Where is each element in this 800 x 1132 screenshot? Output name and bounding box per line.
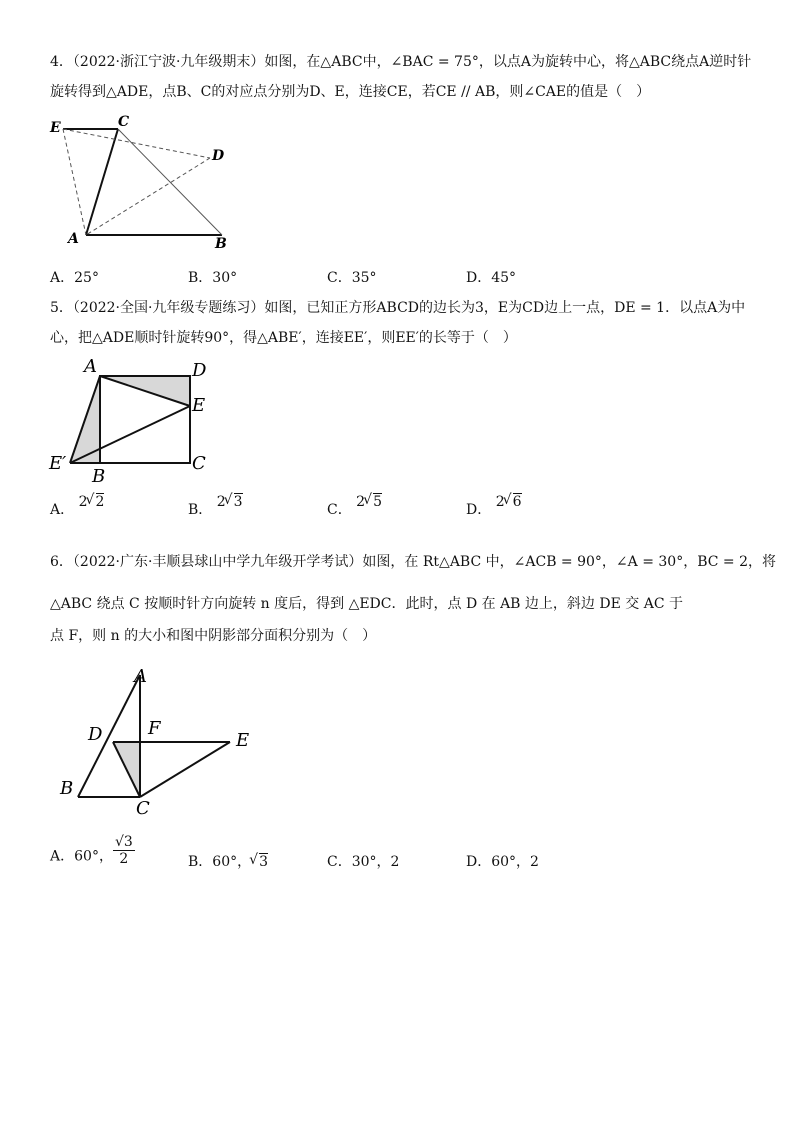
q4-figure (40, 112, 260, 252)
q5-option-a[interactable]: A． 2√ 2 (50, 500, 104, 520)
q6-label-F: F (148, 718, 161, 739)
q4-stem-line1: 4．（2022·浙江宁波·九年级期末）如图，在△ABC中，∠BAC = 75°，以点A为旋转中心，将△ABC绕点A逆时针 (50, 54, 752, 70)
q4-stem-line2: 旋转得到△ADE，点B、C的对应点分别为D、E，连接CE，若CE // AB，则∠CAE的值是（ ） (50, 84, 651, 100)
q5-label-D: D (192, 360, 207, 381)
q6-stem-line1: 6．（2022·广东·丰顺县球山中学九年级开学考试）如图，在 Rt△ABC 中，∠ACB = 90°，∠A = 30°，BC = 2，将 (50, 554, 777, 570)
q5-stem-line2: 心，把△ADE顺时针旋转90°，得△ABE′，连接EE′，则EE′的长等于（ ） (50, 330, 517, 346)
q5-option-c[interactable]: C． 2√ 5 (327, 500, 382, 520)
q5-stem-line1: 5．（2022·全国·九年级专题练习）如图，已知正方形ABCD的边长为3，E为CD边上一点，DE = 1．以点A为中 (50, 300, 746, 316)
q6-label-D: D (88, 724, 103, 745)
q6-label-E: E (236, 730, 250, 751)
q4-label-B: B (215, 236, 227, 252)
q4-label-C: C (118, 114, 130, 130)
q6-option-b[interactable]: B．60°，√ 3 (188, 852, 268, 872)
q5-label-C: C (192, 453, 206, 474)
q4-option-c[interactable]: C．35° (327, 270, 377, 286)
q4-label-D: D (212, 148, 225, 164)
q5-option-b[interactable]: B． 2√ 3 (188, 500, 243, 520)
q6-segment-EC (140, 742, 230, 797)
q6-stem-line2: △ABC 绕点 C 按顺时针方向旋转 n 度后，得到 △EDC．此时，点 D 在 AB 边上，斜边 DE 交 AC 于 (50, 596, 683, 612)
q4-segment-DA (86, 158, 210, 235)
q5-figure (40, 354, 220, 484)
q4-segment-CB (118, 129, 222, 235)
q4-option-b[interactable]: B．30° (188, 270, 238, 286)
q6-label-C: C (136, 798, 150, 819)
q5-label-A: A (84, 356, 97, 377)
q5-label-E: E (192, 395, 206, 416)
q4-option-d[interactable]: D．45° (466, 270, 517, 286)
q4-segment-ED (63, 129, 210, 158)
q4-label-E: E (50, 120, 61, 136)
q6-option-a[interactable]: A．60°， $\frac{√3}{2}$ (50, 834, 133, 867)
q6-figure (50, 662, 270, 822)
q5-label-Ep: E′ (49, 453, 67, 474)
q5-option-d[interactable]: D． 2√ 6 (466, 500, 522, 520)
q6-stem-line3: 点 F，则 n 的大小和图中阴影部分面积分别为（ ） (50, 628, 377, 644)
q6-option-d[interactable]: D．60°，2 (466, 854, 539, 870)
q4-segment-EA (63, 129, 86, 235)
q6-label-A: A (134, 666, 147, 687)
q4-label-A: A (68, 231, 79, 247)
q4-option-a[interactable]: A．25° (50, 270, 99, 286)
q5-label-B: B (92, 466, 106, 484)
q6-label-B: B (60, 778, 74, 799)
q4-segment-CA (86, 129, 118, 235)
q6-option-c[interactable]: C．30°，2 (327, 854, 400, 870)
